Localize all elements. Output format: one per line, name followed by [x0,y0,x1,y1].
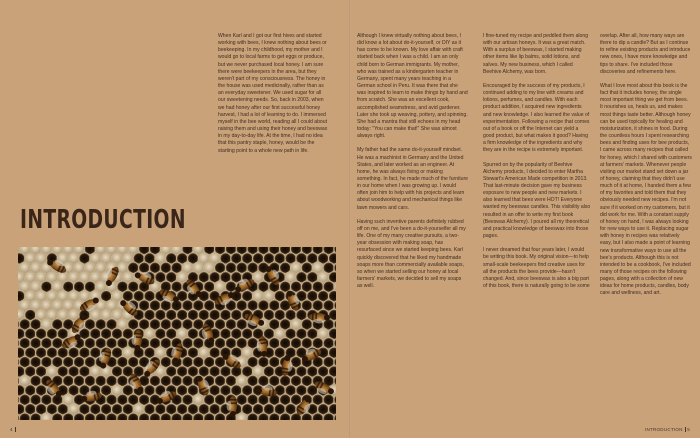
paragraph: I never dreamed that four years later, I would be writing this book. My original vision—to help small-scale beekeepers find creative uses for all the products the bees provide—hasn't changed. And, since beeswax is also a big part of this book, there is naturally going to be some [483,247,590,289]
honeycomb-photo [18,247,336,420]
page-number-left: 4 [10,427,13,432]
paragraph: When Karl and I got our first hives and started working with bees, I knew nothing about bees or beekeeping. In my childhood, my mother and I would go to local farms to get eggs or produce, but we never purchased local honey. I am sure there were beekeepers in the area, but they weren't part of my consciousness. The honey in the house was used medicinally, rather than as an everyday sweetener. We used sugar for all our sweetening needs. So, back in 2003, when we had honey after our first successful honey harvest, I had a lot of learning to do. I immersed myself in the bee world, reading all I could about raising them and using their honey and beeswax in my day-to-day life. At the time, I had no idea that this pantry staple, honey, would be the starting point to a whole new path in life. [218,33,328,154]
text-column-4 [600,33,692,428]
paragraph: My father had the same do-it-yourself mindset. He was a machinist in Germany and the United States, and later worked as an engineer. At home, he was always fixing or making something. In fact, he made much of the furniture in our home when I was growing up. I would often join him to help with his projects and learn about woodworking and mechanical things like lawn mowers and cars. [357,147,468,211]
paragraph: Encouraged by the success of my products, I continued adding to my line with creams and lotions, perfumes, and candles. With each product addition, I acquired new ingredients and new knowledge. I also learned the value of experimentation. Following a recipe that comes out of a book or off the Internet can yield a good product, but what makes it good? Having a firm knowledge of the ingredients and why they are in the recipe is extremely important. [483,82,590,154]
page-gutter [349,0,351,438]
text-column-1 [218,33,330,233]
paragraph: What I love most about this book is the fact that it includes honey, the single most important thing we get from bees. It nourishes us, heals us, and makes most things taste better. Although honey can be used topically for healing and moisturization, it shines in food. During the countless hours I spent researching bees and finding uses for bee products, I came across many recipes that called for honey, which I shared with customers at farmers' markets. Whenever people visiting our market stand set down a jar of honey, claiming that they didn't use much of it at home, I handed them a few of my favorites and told them that they obviously needed new recipes. I'm not sure if it worked on my customers, but it did work for me. With a constant supply of honey on hand, I was always looking for new ways to use it. Replacing sugar with honey in recipes was relatively easy, but I also made a point of learning new transformative ways to use all the bee's products. Although this is not intended to be a cookbook, I've included many of those recipes on the following pages, along with a collection of new ideas for home products, candles, body care and wellness, and art. [600,82,692,297]
folio-divider [685,427,686,432]
folio-divider [15,427,16,432]
paragraph: I fine-tuned my recipe and peddled them along with our artisan honeys. It was a great match. With a surplus of beeswax, I started making other items like lip balms, solid lotions, and salves. My new business, which I called Beehive Alchemy, was born. [483,33,589,75]
text-column-2 [357,33,468,428]
paragraph: Having such inventive parents definitely rubbed off on me, and I've been a do-it-yourselfer all my life. One of my many creative pursuits, a two-year obsession with making soap, has resurfaced since we started keeping bees. Karl quickly discovered that he liked my handmade soaps more than commercially available soaps, so when we started selling our honey at local farmers' markets, we decided to sell my soaps as well. [357,218,466,290]
paragraph: Spurred on by the popularity of Beehive Alchemy products, I decided to enter Martha Stewart's American Made competition in 2013. That last-minute decision gave my business exposure to new people and new markets. I also learned that bees were HOT! Everyone wanted my beeswax candles. This visibility also resulted in an offer to write my first book (Beeswax Alchemy). I poured all my theoretical and practical knowledge of beeswax into those pages. [483,161,591,240]
paragraph: Although I knew virtually nothing about bees, I did know a lot about do-it-yourself, or DIY as it has come to be known. My love affair with craft started back when I was a child. I am an only child born to German immigrants. My mother, who was trained as a kindergarten teacher in Germany, spent many years teaching in a German school in Peru. It was there that she was inspired to learn to make things by hand and from scratch. She was an excellent cook, accomplished seamstress, and avid gardener. Later she took up weaving, pottery, and spinning. She had a mantra that still echoes in my head today: "You can make that!" She was almost always right. [357,33,468,140]
running-head: INTRODUCTION [645,427,683,432]
honeycomb-with-bees-photo-icon [18,247,336,420]
folio-left [10,427,17,432]
paragraph: overlap. After all, how many ways are there to dip a candle? But as I continue to refine existing products and introduce new ones, I have more knowledge and tips to share. I've included those discoveries and refinements here. [600,33,691,75]
page-number-right: 5 [687,427,690,432]
text-column-3 [483,33,591,428]
chapter-title: INTRODUCTION [20,205,186,235]
folio-right [645,427,690,432]
